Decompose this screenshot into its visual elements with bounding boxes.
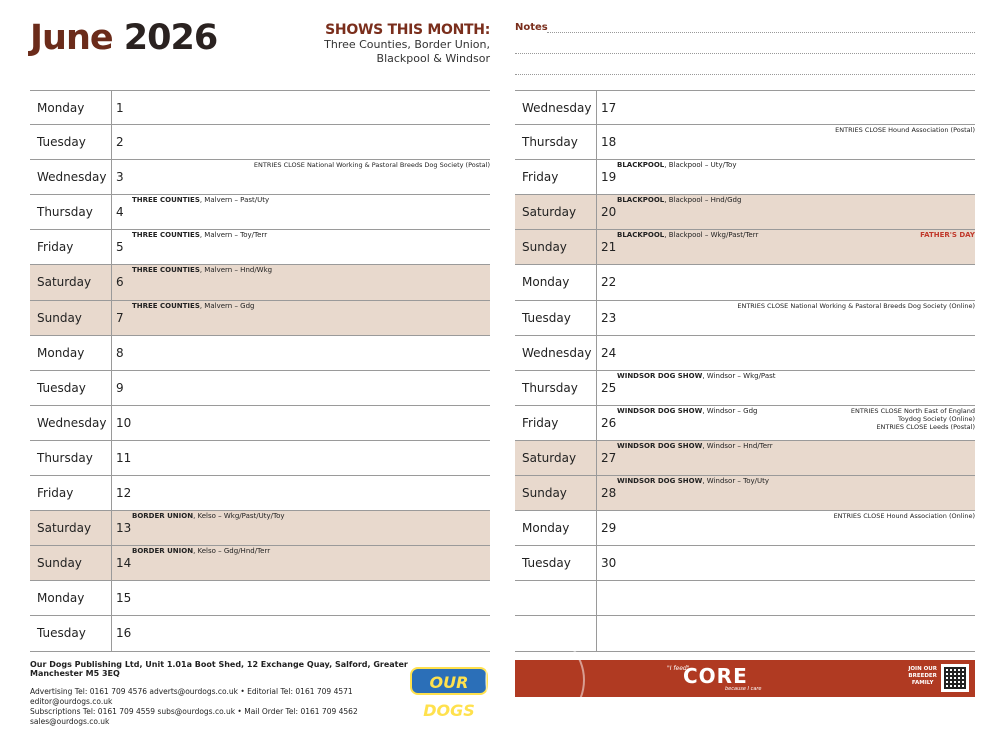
day-name: Friday: [37, 240, 74, 255]
calendar-day-row[interactable]: [515, 371, 975, 406]
calendar-column-right: [515, 90, 975, 652]
day-number: 27: [601, 450, 617, 465]
show-name: WINDSOR DOG SHOW: [617, 406, 703, 415]
column-divider: [596, 230, 597, 265]
day-number: 6: [116, 275, 124, 290]
column-divider: [596, 511, 597, 546]
calendar-day-row[interactable]: [515, 581, 975, 616]
shows-this-month: [324, 22, 490, 66]
show-name: WINDSOR DOG SHOW: [617, 477, 703, 486]
shows-line: Blackpool & Windsor: [376, 52, 490, 65]
year-label: 2026: [123, 18, 218, 58]
day-name: Saturday: [37, 275, 92, 290]
column-divider: [596, 160, 597, 195]
day-number: 30: [601, 556, 617, 571]
day-name: Saturday: [522, 205, 577, 220]
day-number: 18: [601, 135, 617, 150]
show-detail: , Kelso – Gdg/Hnd/Terr: [193, 547, 271, 556]
day-number: 20: [601, 205, 617, 220]
show-name: BLACKPOOL: [617, 196, 665, 205]
day-number: 15: [116, 591, 132, 606]
notes-area[interactable]: [515, 22, 975, 82]
our-dogs-logo: OUR DOGS: [410, 667, 488, 695]
calendar-day-row[interactable]: [30, 230, 490, 265]
show-name: THREE COUNTIES: [132, 301, 200, 310]
banner-because-text: because I care: [725, 686, 762, 692]
month-label: June: [30, 18, 113, 58]
day-number: 9: [116, 380, 124, 395]
core-brand-logo: CORE: [683, 664, 748, 688]
calendar-day-row[interactable]: [30, 546, 490, 581]
calendar-day-row[interactable]: [515, 125, 975, 160]
show-event: [617, 477, 769, 485]
column-divider: [111, 160, 112, 195]
notes-line: [515, 53, 975, 54]
notes-label: Notes: [515, 22, 548, 33]
day-name: Sunday: [37, 556, 82, 571]
entries-close-line: Toydog Society (Online): [898, 414, 975, 423]
day-number: 8: [116, 345, 124, 360]
entries-close-note: [254, 161, 490, 169]
day-number: 19: [601, 170, 617, 185]
day-name: Tuesday: [37, 135, 86, 150]
page-title: [30, 18, 217, 58]
day-number: 5: [116, 240, 124, 255]
day-name: Saturday: [522, 450, 577, 465]
calendar-day-row[interactable]: [30, 125, 490, 160]
show-name: WINDSOR DOG SHOW: [617, 371, 703, 380]
show-name: BORDER UNION: [132, 547, 194, 556]
contact-line: Subscriptions Tel: 0161 709 4559 subs@ourdogs.co.uk • Mail Order Tel: 0161 709 4562 sales@ourdogs.co.uk: [30, 707, 358, 726]
show-detail: , Windsor – Wkg/Past: [702, 371, 776, 380]
day-name: Saturday: [37, 521, 92, 536]
calendar-day-row[interactable]: [515, 230, 975, 265]
column-divider: [596, 546, 597, 581]
show-event: [132, 512, 285, 520]
day-name: Monday: [522, 521, 570, 536]
entries-close-line: ENTRIES CLOSE National Working & Pastoral Breeds Dog Society (Online): [737, 301, 975, 310]
show-detail: , Windsor – Toy/Uty: [702, 477, 770, 486]
show-detail: , Blackpool – Wkg/Past/Terr: [664, 231, 759, 240]
show-name: THREE COUNTIES: [132, 196, 200, 205]
calendar-day-row[interactable]: [30, 616, 490, 651]
entries-close-line: ENTRIES CLOSE National Working & Pastoral Breeds Dog Society (Postal): [253, 161, 490, 170]
calendar-day-row[interactable]: [515, 441, 975, 476]
calendar-day-row[interactable]: [515, 476, 975, 511]
join-breeder-family-text: [908, 666, 937, 687]
column-divider: [111, 406, 112, 441]
day-number: 26: [601, 415, 617, 430]
day-number: 4: [116, 205, 124, 220]
calendar-day-row[interactable]: [30, 90, 490, 125]
entries-close-line: ENTRIES CLOSE Leeds (Postal): [876, 422, 975, 431]
day-number: 17: [601, 101, 617, 115]
calendar-day-row[interactable]: [515, 195, 975, 230]
show-name: BLACKPOOL: [617, 161, 665, 170]
show-event: [132, 231, 267, 239]
publisher-address: Our Dogs Publishing Ltd, Unit 1.01a Boot Shed, 12 Exchange Quay, Salford, Greater Manchester M5 3EQ: [30, 660, 408, 678]
show-detail: , Blackpool – Uty/Toy: [664, 161, 737, 170]
entries-close-note: [835, 126, 975, 134]
day-name: Monday: [37, 591, 85, 606]
column-divider: [111, 546, 112, 581]
column-divider: [596, 581, 597, 616]
column-divider: [111, 91, 112, 125]
day-number: 7: [116, 310, 124, 325]
entries-close-note: [834, 512, 975, 520]
calendar-day-row[interactable]: [515, 90, 975, 125]
column-divider: [596, 616, 597, 651]
join-line: FAMILY: [911, 680, 934, 686]
column-divider: [596, 301, 597, 336]
calendar-day-row[interactable]: [30, 406, 490, 441]
entries-close-line: ENTRIES CLOSE Hound Association (Postal): [835, 126, 975, 135]
column-divider: [596, 195, 597, 230]
show-event: [617, 196, 741, 204]
join-line: BREEDER: [908, 673, 937, 679]
show-detail: , Malvern – Gdg: [199, 301, 255, 310]
show-event: [132, 547, 270, 555]
day-name: Wednesday: [522, 345, 592, 360]
calendar-day-row[interactable]: [30, 581, 490, 616]
day-name: Thursday: [522, 135, 578, 150]
qr-code-icon[interactable]: [941, 664, 969, 692]
notes-line: [515, 74, 975, 75]
calendar-column-left: [30, 90, 490, 652]
show-event: [617, 231, 758, 239]
notes-line: [547, 32, 975, 33]
footer: [30, 660, 430, 727]
day-number: 1: [116, 101, 124, 115]
entries-close-note: [851, 407, 975, 431]
show-name: THREE COUNTIES: [132, 266, 200, 275]
calendar-day-row[interactable]: [515, 511, 975, 546]
column-divider: [596, 476, 597, 511]
day-name: Monday: [522, 275, 570, 290]
show-event: [132, 196, 269, 204]
show-event: [617, 407, 757, 415]
fathers-day-label: FATHER'S DAY: [920, 231, 975, 240]
show-event: [617, 161, 736, 169]
calendar-day-row[interactable]: [515, 265, 975, 300]
show-detail: , Kelso – Wkg/Past/Uty/Toy: [193, 512, 285, 521]
show-detail: , Malvern – Past/Uty: [199, 196, 270, 205]
show-event: [617, 442, 773, 450]
day-number: 12: [116, 486, 132, 501]
calendar-day-row[interactable]: [30, 160, 490, 195]
day-name: Tuesday: [522, 556, 571, 571]
column-divider: [596, 336, 597, 371]
day-number: 21: [601, 240, 617, 255]
calendar-day-row[interactable]: [515, 546, 975, 581]
show-event: [132, 266, 272, 274]
calendar-day-row[interactable]: [515, 336, 975, 371]
column-divider: [111, 230, 112, 265]
column-divider: [111, 476, 112, 511]
day-name: Thursday: [37, 205, 93, 220]
day-name: Monday: [37, 101, 85, 115]
day-name: Sunday: [522, 486, 567, 501]
day-name: Tuesday: [522, 310, 571, 325]
calendar-day-row[interactable]: [515, 160, 975, 195]
day-name: Thursday: [37, 450, 93, 465]
column-divider: [596, 371, 597, 406]
column-divider: [596, 125, 597, 160]
day-number: 3: [116, 170, 124, 185]
day-name: Wednesday: [37, 415, 107, 430]
day-name: Tuesday: [37, 380, 86, 395]
show-name: BLACKPOOL: [617, 231, 665, 240]
calendar-day-row[interactable]: [30, 476, 490, 511]
day-number: 22: [601, 275, 617, 290]
day-name: Monday: [37, 345, 85, 360]
day-number: 24: [601, 345, 617, 360]
day-number: 28: [601, 486, 617, 501]
day-number: 29: [601, 521, 617, 536]
column-divider: [111, 125, 112, 160]
column-divider: [111, 616, 112, 651]
day-name: Wednesday: [37, 170, 107, 185]
banner-arc-decoration: [485, 630, 585, 730]
day-number: 25: [601, 380, 617, 395]
banner-feed-text: "I feed": [667, 665, 690, 672]
day-number: 23: [601, 310, 617, 325]
calendar-day-row[interactable]: [30, 371, 490, 406]
day-number: 13: [116, 521, 132, 536]
day-name: Sunday: [522, 240, 567, 255]
day-name: Friday: [522, 415, 559, 430]
calendar-day-row[interactable]: [30, 195, 490, 230]
column-divider: [111, 371, 112, 406]
column-divider: [111, 441, 112, 476]
day-number: 16: [116, 626, 132, 641]
column-divider: [596, 265, 597, 300]
day-name: Sunday: [37, 310, 82, 325]
day-name: Friday: [37, 486, 74, 501]
join-line: JOIN OUR: [908, 666, 937, 672]
calendar-day-row[interactable]: [515, 616, 975, 651]
column-divider: [111, 195, 112, 230]
column-divider: [596, 406, 597, 441]
day-name: Thursday: [522, 380, 578, 395]
show-detail: , Blackpool – Hnd/Gdg: [664, 196, 742, 205]
calendar-day-row[interactable]: [30, 336, 490, 371]
calendar-day-row[interactable]: [30, 441, 490, 476]
column-divider: [111, 511, 112, 546]
calendar-day-row[interactable]: [515, 301, 975, 336]
calendar-day-row[interactable]: [515, 406, 975, 441]
day-number: 14: [116, 556, 132, 571]
calendar-day-row[interactable]: [30, 511, 490, 546]
entries-close-line: ENTRIES CLOSE North East of England: [850, 406, 975, 415]
show-detail: , Malvern – Toy/Terr: [199, 231, 268, 240]
show-event: [617, 372, 776, 380]
column-divider: [111, 265, 112, 300]
column-divider: [596, 441, 597, 476]
day-number: 2: [116, 135, 124, 150]
day-number: 11: [116, 450, 132, 465]
show-name: BORDER UNION: [132, 512, 194, 521]
show-name: WINDSOR DOG SHOW: [617, 441, 703, 450]
column-divider: [111, 581, 112, 616]
show-detail: , Windsor – Hnd/Terr: [702, 441, 773, 450]
calendar-day-row[interactable]: [30, 301, 490, 336]
show-event: [132, 302, 255, 310]
column-divider: [111, 301, 112, 336]
entries-close-note: [737, 302, 975, 310]
calendar-day-row[interactable]: [30, 265, 490, 300]
day-name: Wednesday: [522, 101, 592, 115]
entries-close-line: ENTRIES CLOSE Hound Association (Online): [833, 512, 975, 521]
shows-line: Three Counties, Border Union,: [324, 38, 490, 51]
column-divider: [596, 91, 597, 125]
show-detail: , Windsor – Gdg: [702, 406, 758, 415]
day-name: Friday: [522, 170, 559, 185]
show-detail: , Malvern – Hnd/Wkg: [199, 266, 273, 275]
day-number: 10: [116, 415, 132, 430]
contact-line: Advertising Tel: 0161 709 4576 adverts@ourdogs.co.uk • Editorial Tel: 0161 709 4571 editor@ourdogs.co.uk: [30, 687, 353, 706]
day-name: Tuesday: [37, 626, 86, 641]
column-divider: [111, 336, 112, 371]
show-name: THREE COUNTIES: [132, 231, 200, 240]
core-advert-banner[interactable]: [515, 660, 975, 697]
shows-heading: SHOWS THIS MONTH:: [325, 22, 490, 38]
